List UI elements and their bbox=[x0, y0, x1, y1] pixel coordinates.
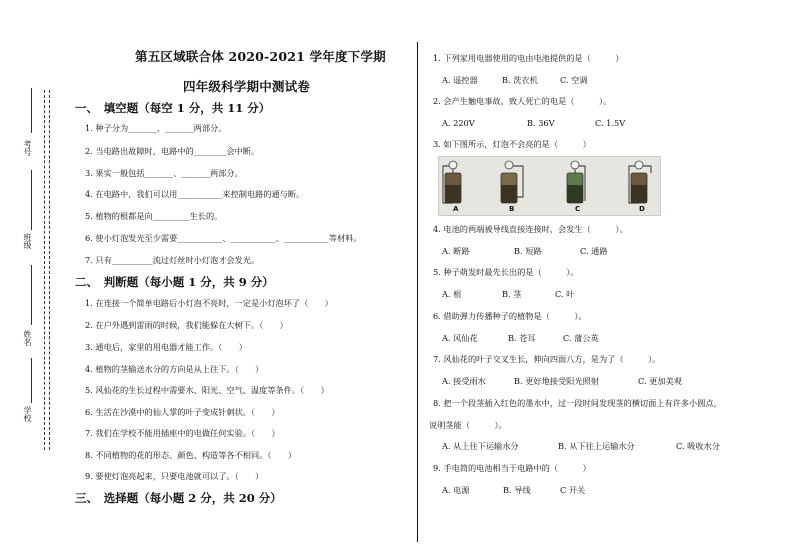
fill-question-5: 5. 植物的根都是向_________生长的。 bbox=[85, 211, 223, 221]
choice-7-option-c: C. 更加美观 bbox=[638, 376, 682, 386]
choice-question-9: 9. 手电筒的电池相当于电路中的（ ） bbox=[433, 463, 591, 473]
sidebar-fill-line bbox=[31, 265, 32, 325]
fill-question-3: 3. 果实一般包括_______、_______两部分。 bbox=[85, 168, 243, 178]
section-true-false-heading: 二、 判断题（每小题 1 分，共 9 分） bbox=[75, 275, 274, 289]
choice-question-1: 1. 下列家用电器使用的电由电池提供的是（ ） bbox=[433, 53, 624, 63]
figure-label-c: C bbox=[575, 205, 581, 213]
choice-9-option-b: B. 导线 bbox=[503, 485, 531, 495]
column-divider bbox=[417, 42, 418, 542]
choice-6-option-a: A. 风仙花 bbox=[442, 333, 478, 343]
choice-question-4: 4. 电池的两端被导线直接连接时，会发生（ ）。 bbox=[433, 224, 628, 234]
judge-question-3: 3. 通电后，家里的用电器才能工作。（ ） bbox=[85, 342, 247, 352]
section-multiple-choice-heading: 三、 选择题（每小题 2 分，共 20 分） bbox=[75, 491, 282, 505]
choice-5-option-c: C. 叶 bbox=[555, 289, 575, 299]
sidebar-label-name: 姓名 bbox=[23, 330, 32, 346]
circuit-c-drawing bbox=[567, 161, 585, 203]
choice-question-8: 8. 把一个段茎插入红色的墨水中，过一段时间发现茎的横切面上有许多小圆点， bbox=[433, 398, 722, 408]
circuit-figure-drawing bbox=[439, 157, 660, 215]
judge-question-8: 8. 不同植物的花的形态、颜色、构造等各不相同。（ ） bbox=[85, 450, 297, 460]
choice-question-6: 6. 借助弹力传播种子的植物是（ ）。 bbox=[433, 311, 587, 321]
judge-question-2: 2. 在户外遇到雷雨的时候，我们能躲在大树下。（ ） bbox=[85, 320, 288, 330]
sidebar-fill-line bbox=[31, 88, 32, 133]
figure-label-a: A bbox=[453, 205, 459, 213]
circuit-figure bbox=[438, 156, 661, 216]
choice-1-option-c: C. 空调 bbox=[560, 75, 588, 85]
choice-5-option-a: A. 根 bbox=[442, 289, 462, 299]
choice-2-option-a: A. 220V bbox=[442, 118, 475, 128]
figure-label-d: D bbox=[639, 205, 645, 213]
choice-7-option-b: B. 更好地接受阳光照射 bbox=[514, 376, 599, 386]
choice-8-option-c: C. 吸收水分 bbox=[676, 441, 720, 451]
sidebar-fill-line bbox=[31, 358, 32, 403]
choice-1-option-b: B. 洗衣机 bbox=[502, 75, 538, 85]
choice-question-2: 2. 会产生触电事故，致人死亡的电是（ ）。 bbox=[433, 96, 612, 106]
choice-9-option-c: C 开关 bbox=[560, 485, 586, 495]
circuit-b-drawing bbox=[501, 161, 523, 203]
judge-question-9: 9. 要使灯泡亮起来，只要电池就可以了。（ ） bbox=[85, 471, 264, 481]
choice-question-5: 5. 种子萌发时最先长出的是（ ）。 bbox=[433, 267, 579, 277]
circuit-d-drawing bbox=[629, 161, 651, 203]
choice-9-option-a: A. 电源 bbox=[442, 485, 470, 495]
fill-question-2: 2. 当电路出故障时，电路中的________会中断。 bbox=[85, 146, 260, 156]
choice-7-option-a: A. 接受雨水 bbox=[442, 376, 486, 386]
choice-4-option-c: C. 通路 bbox=[580, 246, 608, 256]
fill-question-7: 7. 只有__________流过灯丝时小灯泡才会发光。 bbox=[85, 255, 260, 265]
fill-question-4: 4. 在电路中，我们可以用___________来控制电路的通与断。 bbox=[85, 189, 305, 199]
choice-question-8-continued: 说明茎能（ ）。 bbox=[429, 420, 507, 430]
exam-title-line1: 第五区域联合体 2020-2021 学年度下学期 bbox=[135, 49, 386, 64]
fill-question-1: 1. 种子分为_______、_______两部分。 bbox=[85, 123, 227, 133]
sidebar-label-school: 学校 bbox=[23, 406, 32, 422]
judge-question-4: 4. 植物的茎输送水分的方向是从上往下。（ ） bbox=[85, 364, 264, 374]
judge-question-6: 6. 生活在沙漠中的仙人掌的叶子变成针刺状。（ ） bbox=[85, 407, 280, 417]
sidebar-label-exam-number: 考号 bbox=[23, 140, 32, 156]
exam-title-line2: 四年级科学期中测试卷 bbox=[183, 79, 311, 94]
choice-6-option-c: C. 蒲公英 bbox=[563, 333, 599, 343]
circuit-a-drawing bbox=[443, 161, 461, 203]
judge-question-5: 5. 风仙花的生长过程中需要水、阳光、空气、温度等条件。（ ） bbox=[85, 385, 329, 395]
choice-8-option-a: A. 从上往下运输水分 bbox=[442, 441, 519, 451]
choice-1-option-a: A. 遥控器 bbox=[442, 75, 478, 85]
choice-2-option-c: C. 1.5V bbox=[595, 118, 626, 128]
figure-label-b: B bbox=[509, 205, 515, 213]
section-fill-in-heading: 一、 填空题（每空 1 分，共 11 分） bbox=[75, 101, 271, 115]
choice-question-7: 7. 风仙花的叶子交叉生长，伸向四面八方，是为了（ ）。 bbox=[433, 354, 661, 364]
choice-question-3: 3. 如下图所示，灯泡不会亮的是（ ） bbox=[433, 139, 591, 149]
choice-5-option-b: B. 茎 bbox=[502, 289, 522, 299]
choice-4-option-b: B. 短路 bbox=[514, 246, 542, 256]
sidebar-label-class: 班级 bbox=[23, 233, 32, 249]
sidebar-fill-line bbox=[31, 170, 32, 230]
choice-2-option-b: B. 36V bbox=[527, 118, 555, 128]
judge-question-1: 1. 在连接一个简单电路后小灯泡不亮时，一定是小灯泡坏了（ ） bbox=[85, 298, 333, 308]
fill-question-6: 6. 使小灯泡发光至少需要___________、___________、___________等材料。 bbox=[85, 233, 362, 243]
choice-6-option-b: B. 苍耳 bbox=[508, 333, 536, 343]
judge-question-7: 7. 我们在学校不能用插座中的电做任何实验。（ ） bbox=[85, 428, 280, 438]
choice-4-option-a: A. 断路 bbox=[442, 246, 470, 256]
choice-8-option-b: B. 从下往上运输水分 bbox=[558, 441, 635, 451]
